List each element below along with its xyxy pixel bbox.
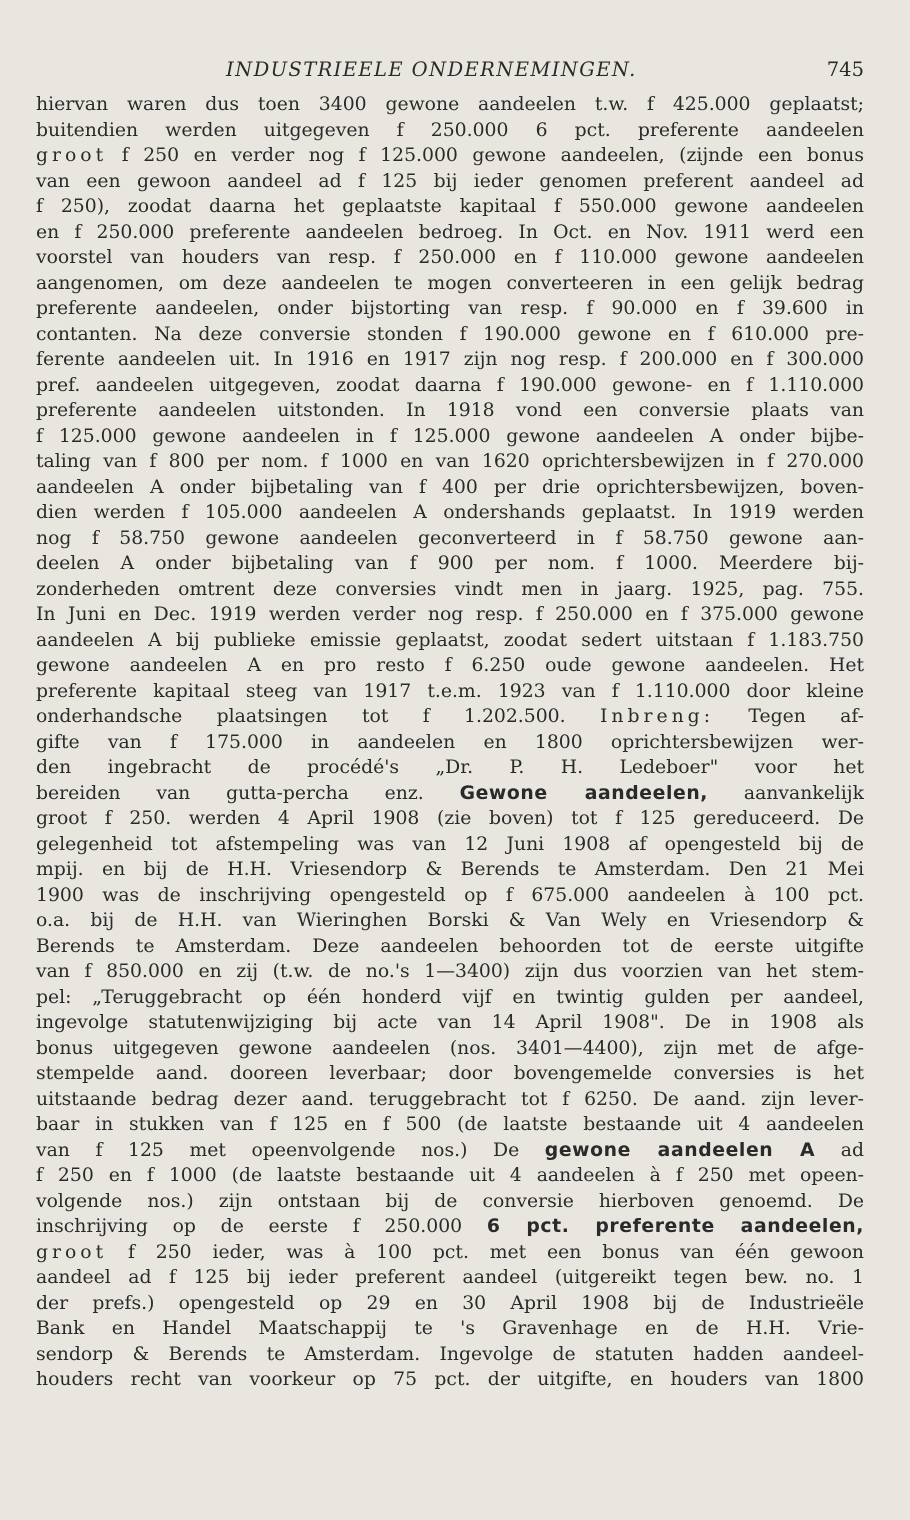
text-line (36, 1061, 864, 1087)
line-text: Bank en Handel Maatschappij te 's Gravenhage en de H.H. Vrie- (36, 1318, 864, 1339)
text-line (36, 1291, 864, 1317)
text-line (36, 398, 864, 424)
text-line (36, 194, 864, 220)
text-line (36, 832, 864, 858)
text-line (36, 245, 864, 271)
line-text: ingevolge statutenwijziging bij acte van 14 April 1908". De in 1908 als (36, 1012, 864, 1033)
text-line (36, 347, 864, 373)
text-line (36, 271, 864, 297)
line-text: contanten. Na deze conversie stonden f 190.000 gewone en f 610.000 pre- (36, 323, 864, 345)
line-text: den ingebracht de procédé's „Dr. P. H. Ledeboer" voor het (36, 757, 864, 778)
text-line (36, 1138, 864, 1164)
running-title: INDUSTRIEELE ONDERNEMINGEN. (226, 58, 637, 81)
line-text: preferente kapitaal steeg van 1917 t.e.m. 1923 van f 1.110.000 door kleine (36, 680, 864, 702)
line-text: f 250 ieder, was à 100 pct. met een bonus van één gewoon (107, 1241, 864, 1263)
line-text: van een gewoon aandeel ad f 125 bij ieder genomen preferent aandeel ad (36, 170, 864, 192)
line-text: dien werden f 105.000 aandeelen A ondershands geplaatst. In 1919 werden (36, 502, 864, 523)
text-line (36, 730, 864, 756)
line-text: Berends te Amsterdam. Deze aandeelen behoorden tot de eerste uitgifte (36, 935, 864, 957)
line-text: onderhandsche plaatsingen tot f 1.202.500. (36, 706, 600, 727)
text-line (36, 92, 864, 118)
text-line (36, 857, 864, 883)
spaced-text: Inbreng: (599, 706, 715, 727)
text-line (36, 602, 864, 628)
line-text: baar in stukken van f 125 en f 500 (de laatste bestaande uit 4 aandeelen (36, 1114, 864, 1135)
line-text: f 250 en f 1000 (de laatste bestaande uit 4 aandeelen à f 250 met opeen- (36, 1165, 864, 1186)
line-text: ad (815, 1139, 864, 1161)
line-text: inschrijving op de eerste f 250.000 (36, 1216, 487, 1237)
line-text: gewone aandeelen A en pro resto f 6.250 oude gewone aandeelen. Het (36, 655, 864, 676)
text-line (36, 1214, 864, 1240)
text-line (36, 1240, 864, 1266)
line-text: deelen A onder bijbetaling van f 900 per nom. f 1000. Meerdere bij- (36, 553, 864, 574)
line-text: bereiden van gutta-percha enz. (36, 782, 460, 804)
text-line (36, 806, 864, 832)
text-line (36, 1265, 864, 1291)
page-number: 745 (826, 58, 864, 81)
line-text: Tegen af- (714, 706, 864, 727)
text-line (36, 1036, 864, 1062)
text-line (36, 934, 864, 960)
line-text: bonus uitgegeven gewone aandeelen (nos. 3401—4400), zijn met de afge- (36, 1037, 864, 1059)
line-text: o.a. bij de H.H. van Wieringhen Borski & Van Wely en Vriesendorp & (36, 910, 864, 931)
text-line (36, 653, 864, 679)
text-line (36, 373, 864, 399)
line-text: aanvankelijk (708, 782, 864, 804)
text-line (36, 551, 864, 577)
line-text: mpij. en bij de H.H. Vriesendorp & Berends te Amsterdam. Den 21 Mei (36, 859, 864, 880)
text-line (36, 883, 864, 909)
text-line (36, 704, 864, 730)
line-text: pref. aandeelen uitgegeven, zoodat daarna f 190.000 gewone- en f 1.110.000 (36, 374, 864, 396)
line-text: der prefs.) opengesteld op 29 en 30 April 1908 bij de Industrieële (36, 1292, 864, 1314)
text-line (36, 908, 864, 934)
line-text: aandeel ad f 125 bij ieder preferent aandeel (uitgereikt tegen bew. no. 1 (36, 1267, 864, 1288)
text-line (36, 500, 864, 526)
line-text: en f 250.000 preferente aandeelen bedroeg. In Oct. en Nov. 1911 werd een (36, 221, 864, 243)
text-line (36, 1342, 864, 1368)
line-text: volgende nos.) zijn ontstaan bij de conversie hierboven genoemd. De (36, 1190, 864, 1212)
text-line (36, 755, 864, 781)
spaced-text: groot (36, 145, 108, 166)
text-line (36, 169, 864, 195)
text-line (36, 781, 864, 807)
line-text: sendorp & Berends te Amsterdam. Ingevolge de statuten hadden aandeel- (36, 1343, 864, 1365)
line-text: taling van f 800 per nom. f 1000 en van 1620 oprichtersbewijzen in f 270.000 (36, 451, 864, 472)
line-text: groot f 250. werden 4 April 1908 (zie boven) tot f 125 gereduceerd. De (36, 808, 864, 829)
spaced-text: groot (36, 1241, 108, 1263)
bold-heading-text: Gewone aandeelen, (459, 782, 709, 804)
line-text: pel: „Teruggebracht op één honderd vijf en twintig gulden per aandeel, (36, 986, 864, 1008)
text-line (36, 526, 864, 552)
text-line (36, 1367, 864, 1393)
text-line (36, 959, 864, 985)
text-line (36, 1163, 864, 1189)
text-line (36, 1316, 864, 1342)
line-text: van f 850.000 en zij (t.w. de no.'s 1—3400) zijn dus voorzien van het stem- (36, 961, 864, 982)
bold-heading-text: gewone aandeelen A (544, 1139, 816, 1161)
text-line (36, 577, 864, 603)
text-line (36, 679, 864, 705)
line-text: f 250 en verder nog f 125.000 gewone aandeelen, (zijnde een bonus (107, 145, 864, 166)
line-text: aandeelen A onder bijbetaling van f 400 per drie oprichtersbewijzen, boven- (36, 476, 864, 498)
body-text (36, 92, 864, 1393)
text-line (36, 449, 864, 475)
line-text: aangenomen, om deze aandeelen te mogen converteeren in een gelijk bedrag (36, 272, 864, 294)
page-header (36, 58, 864, 92)
line-text: gifte van f 175.000 in aandeelen en 1800 oprichtersbewijzen wer- (36, 731, 864, 753)
line-text: preferente aandeelen uitstonden. In 1918 vond een conversie plaats van (36, 400, 864, 421)
text-line (36, 1087, 864, 1113)
line-text: voorstel van houders van resp. f 250.000 en f 110.000 gewone aandeelen (36, 247, 864, 268)
text-line (36, 475, 864, 501)
line-text: preferente aandeelen, onder bijstorting van resp. f 90.000 en f 39.600 in (36, 298, 864, 319)
line-text: nog f 58.750 gewone aandeelen geconverteerd in f 58.750 gewone aan- (36, 527, 864, 549)
text-line (36, 628, 864, 654)
line-text: uitstaande bedrag dezer aand. teruggebracht tot f 6250. De aand. zijn lever- (36, 1088, 864, 1110)
text-line (36, 1112, 864, 1138)
line-text: hiervan waren dus toen 3400 gewone aandeelen t.w. f 425.000 geplaatst; (36, 94, 864, 115)
line-text: zonderheden omtrent deze conversies vindt men in jaarg. 1925, pag. 755. (36, 578, 864, 600)
line-text: In Juni en Dec. 1919 werden verder nog resp. f 250.000 en f 375.000 gewone (36, 604, 864, 625)
line-text: van f 125 met opeenvolgende nos.) De (36, 1139, 545, 1161)
text-line (36, 220, 864, 246)
line-text: f 250), zoodat daarna het geplaatste kapitaal f 550.000 gewone aandeelen (36, 196, 864, 217)
line-text: f 125.000 gewone aandeelen in f 125.000 gewone aandeelen A onder bijbe- (36, 425, 864, 447)
text-line (36, 1010, 864, 1036)
text-line (36, 985, 864, 1011)
line-text: ferente aandeelen uit. In 1916 en 1917 zijn nog resp. f 200.000 en f 300.000 (36, 349, 864, 370)
line-text: stempelde aand. dooreen leverbaar; door bovengemelde conversies is het (36, 1063, 864, 1084)
line-text: gelegenheid tot afstempeling was van 12 Juni 1908 af opengesteld bij de (36, 833, 864, 855)
line-text: aandeelen A bij publieke emissie geplaatst, zoodat sedert uitstaan f 1.183.750 (36, 629, 864, 651)
line-text: houders recht van voorkeur op 75 pct. der uitgifte, en houders van 1800 (36, 1369, 864, 1390)
line-text: 1900 was de inschrijving opengesteld op f 675.000 aandeelen à 100 pct. (36, 884, 864, 906)
text-line (36, 118, 864, 144)
text-line (36, 322, 864, 348)
bold-heading-text: 6 pct. preferente aandeelen, (486, 1216, 864, 1237)
text-line (36, 296, 864, 322)
text-line (36, 1189, 864, 1215)
text-line (36, 424, 864, 450)
text-line (36, 143, 864, 169)
line-text: buitendien werden uitgegeven f 250.000 6 pct. preferente aandeelen (36, 119, 864, 141)
